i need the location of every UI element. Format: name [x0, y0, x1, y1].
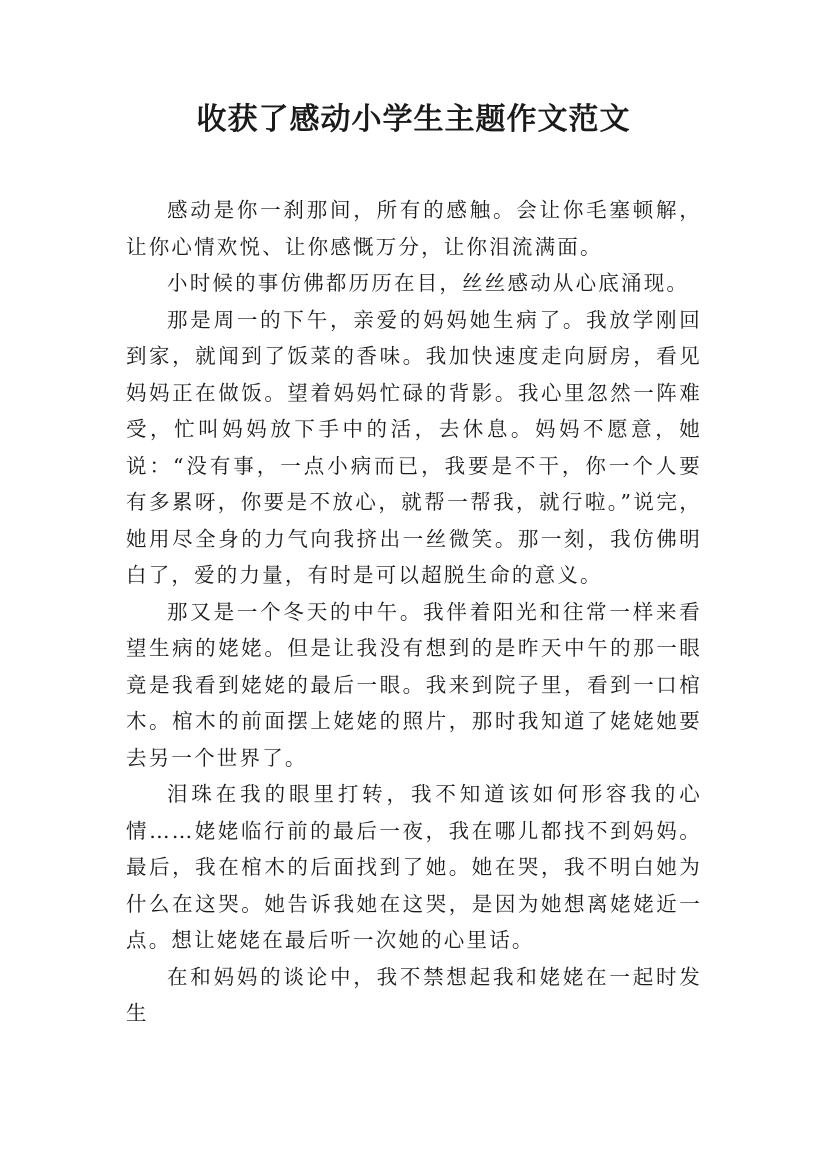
paragraph: 感动是你一刹那间，所有的感触。会让你毛塞顿解，让你心情欢悦、让你感慨万分，让你泪流满面。 [126, 198, 702, 259]
document-body [126, 192, 702, 1032]
paragraph: 泪珠在我的眼里打转，我不知道该如何形容我的心情……姥姥临行前的最后一夜，我在哪儿都找不到妈妈。最后，我在棺木的后面找到了她。她在哭，我不明白她为什么在这哭。她告诉我她在这哭，是因为她想离姥姥近一点。想让姥姥在最后听一次她的心里话。 [126, 782, 702, 952]
paragraph: 那是周一的下午，亲爱的妈妈她生病了。我放学刚回到家，就闻到了饭菜的香味。我加快速度走向厨房，看见妈妈正在做饭。望着妈妈忙碌的背影。我心里忽然一阵难受，忙叫妈妈放下手中的活，去休息。妈妈不愿意，她说：“没有事，一点小病而已，我要是不干，你一个人要有多累呀，你要是不放心，就帮一帮我，就行啦。”说完，她用尽全身的力气向我挤出一丝微笑。那一刻，我仿佛明白了，爱的力量，有时是可以超脱生命的意义。 [126, 307, 702, 587]
paragraph: 在和妈妈的谈论中，我不禁想起我和姥姥在一起时发生 [126, 964, 702, 1025]
document-title: 收获了感动小学生主题作文范文 [196, 102, 631, 137]
paragraph: 那又是一个冬天的中午。我伴着阳光和往常一样来看望生病的姥姥。但是让我没有想到的是昨天中午的那一眼竟是我看到姥姥的最后一眼。我来到院子里，看到一口棺木。棺木的前面摆上姥姥的照片，那时我知道了姥姥她要去另一个世界了。 [126, 599, 702, 770]
paragraph: 小时候的事仿佛都历历在目，丝丝感动从心底涌现。 [167, 271, 690, 295]
